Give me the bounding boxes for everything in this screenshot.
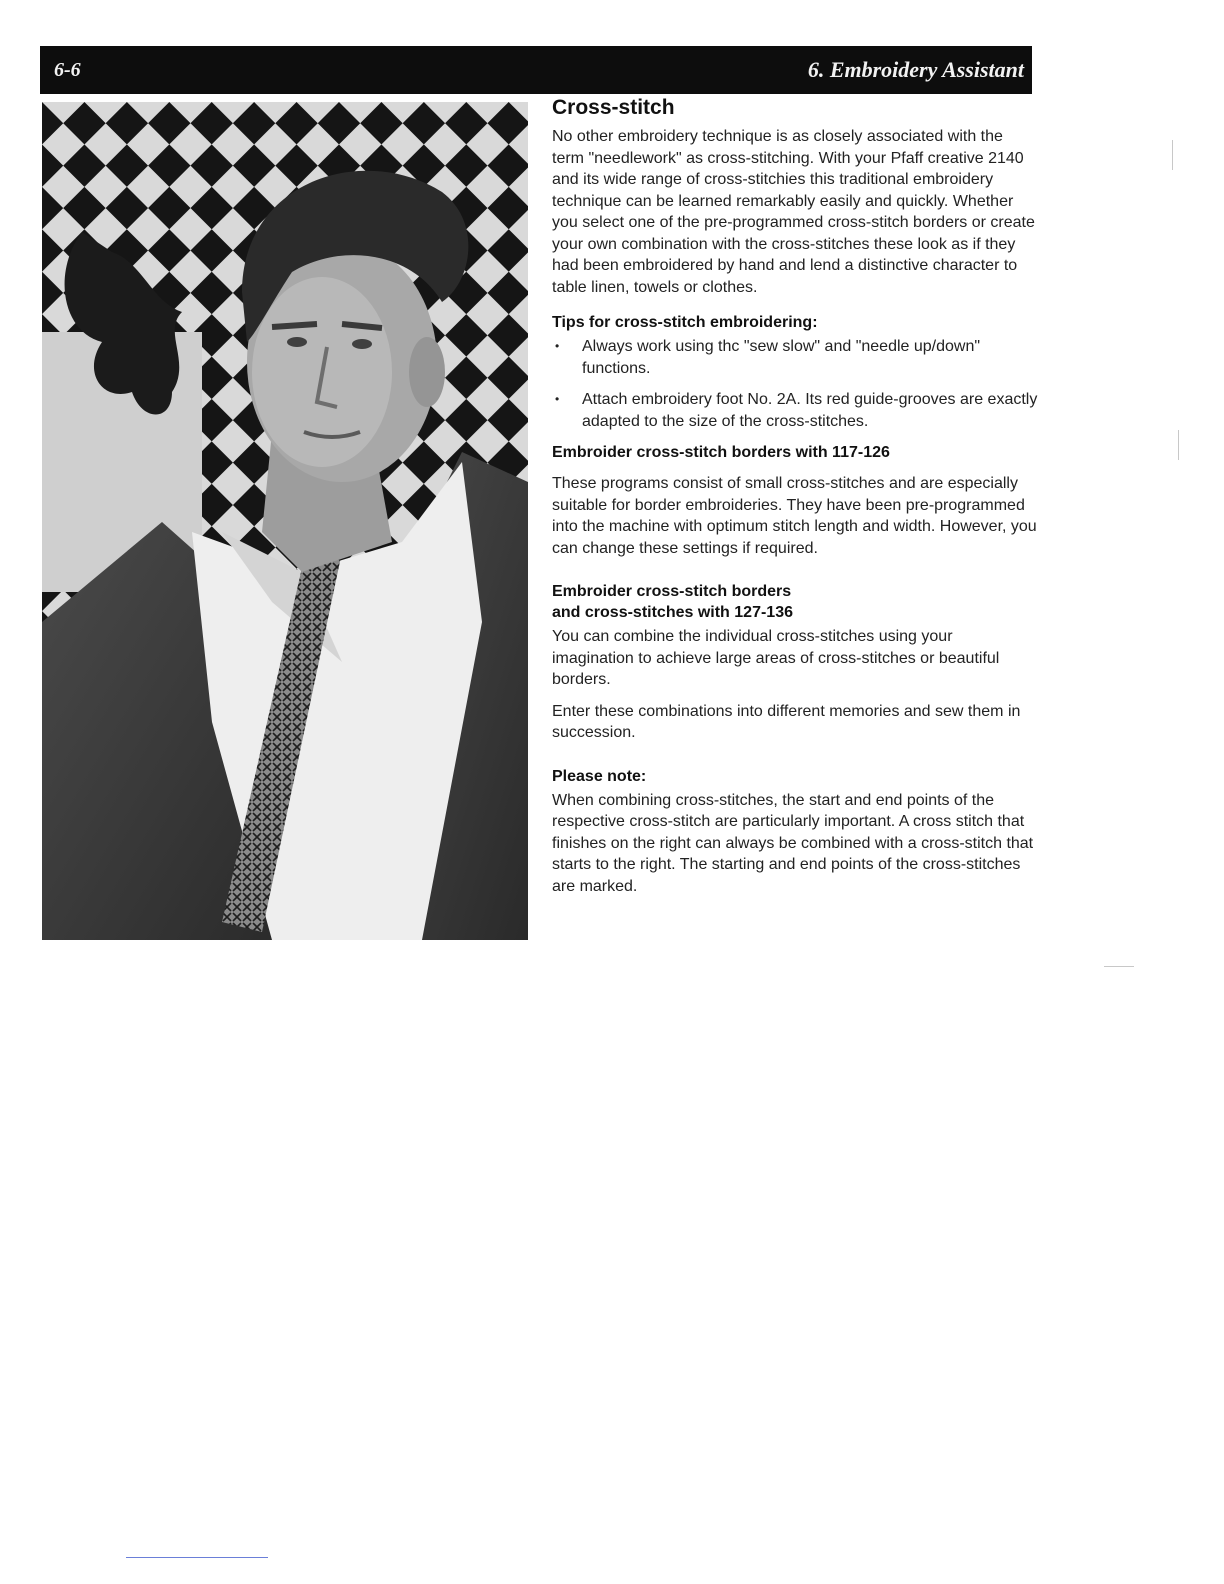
section1-paragraph: These programs consist of small cross-stitches and are especially suitable for border embroideries. They have been pre-programmed into the machine with optimum stitch length and width. However, you can change these settings if required. [552, 475, 1037, 557]
section2-paragraph-2: Enter these combinations into different memories and sew them in succession. [552, 702, 1021, 741]
note-heading: Please note: [552, 767, 647, 785]
note-paragraph: When combining cross-stitches, the start and end points of the respective cross-stitch are particularly important. A cross stitch that finishes on the right can always be combined with a cross-stitch that starts to the right. The starting and end points of the cross-stitches are marked. [552, 791, 1034, 895]
tips-heading: Tips for cross-stitch embroidering: [552, 314, 818, 331]
section2-heading-line1: Embroider cross-stitch borders [552, 583, 792, 600]
section2-heading-line2: and cross-stitches with 127-136 [552, 604, 793, 621]
margin-mark [1104, 966, 1134, 967]
margin-mark [1178, 430, 1179, 460]
footer-line [126, 1557, 268, 1558]
header-bar [40, 46, 1032, 94]
margin-mark [1172, 140, 1173, 170]
article [552, 96, 1038, 911]
list-item: • Always work using thc "sew slow" and "needle up/down" functions. [552, 336, 1038, 379]
section2-paragraph-1: You can combine the individual cross-stitches using your imagination to achieve large areas of cross-stitches or beautiful borders. [552, 628, 1000, 688]
chapter-title: 6. Embroidery Assistant [807, 57, 1024, 82]
section1-heading: Embroider cross-stitch borders with 117-126 [552, 444, 890, 461]
intro-paragraph: No other embroidery technique is as closely associated with the term "needlework" as cross-stitching. With your Pfaff creative 2140 and its wide range of cross-stitchies this traditional embroidery technique can be learned remarkably easily and quickly. Whether you select one of the pre-programmed cross-stitch borders or create your own combination with the cross-stitches these look as if they had been embroidered by hand and lend a distinctive character to table linen, towels or clothes. [552, 128, 1035, 296]
article-title: Cross-stitch [552, 96, 675, 119]
tips-list [552, 336, 1038, 432]
page-number: 6-6 [54, 59, 81, 81]
list-item: • Attach embroidery foot No. 2A. Its red guide-grooves are exactly adapted to the size of the cross-stitches. [552, 389, 1038, 432]
embroidery-photo [42, 102, 528, 940]
